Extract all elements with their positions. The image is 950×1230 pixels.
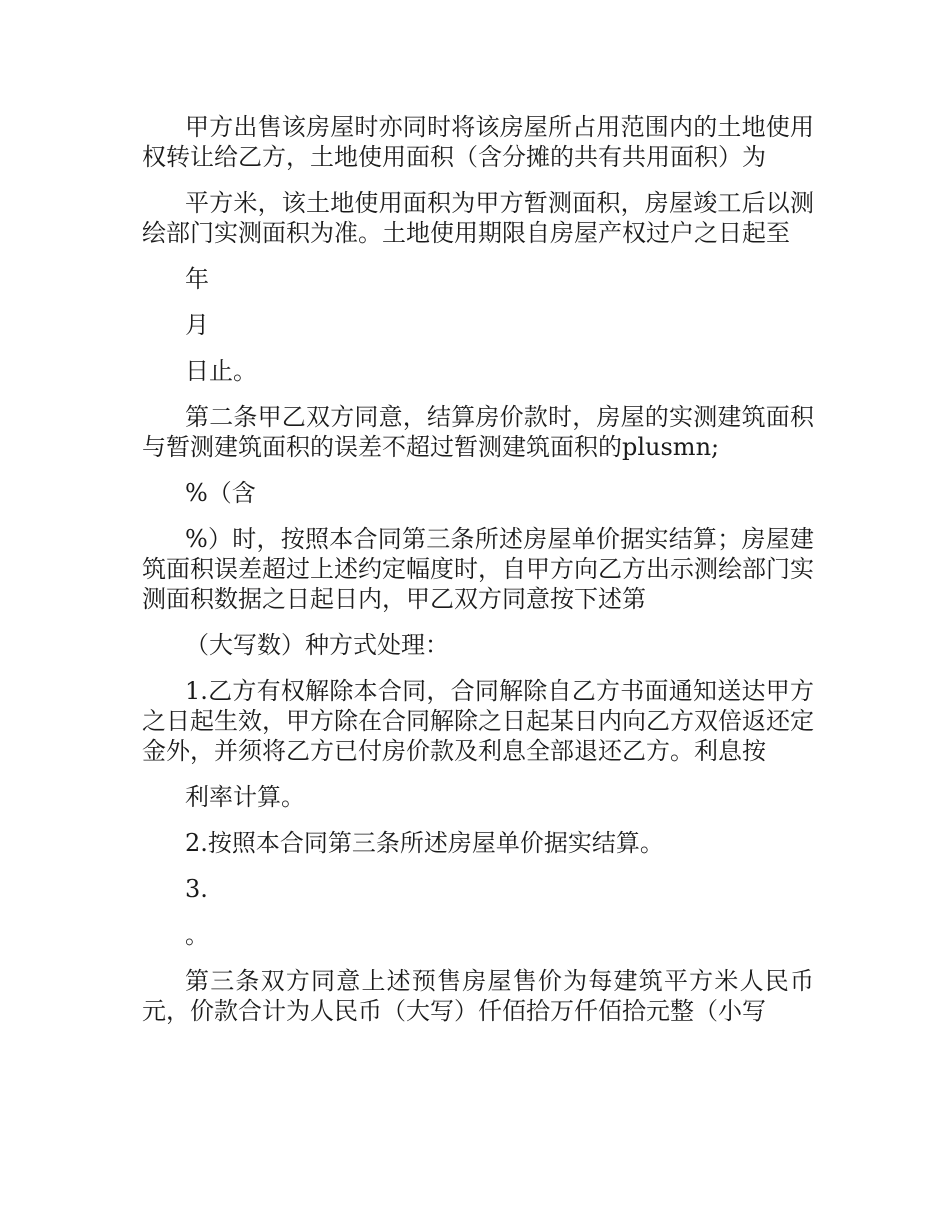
paragraph-option-1: 1.乙方有权解除本合同，合同解除自乙方书面通知送达甲方之日起生效，甲方除在合同解除之日起某日内向乙方双倍返还定金外，并须将乙方已付房价款及利息全部退还乙方。利息按 (142, 677, 814, 765)
paragraph-period: 。 (185, 921, 209, 949)
paragraph-day-end: 日止。 (185, 357, 257, 385)
paragraph-method-choice: （大写数）种方式处理： (185, 631, 449, 659)
paragraph-article-3: 第三条双方同意上述预售房屋售价为每建筑平方米人民币元，价款合计为人民币（大写）仟佰拾万仟佰拾元整（小写 (142, 967, 814, 1025)
paragraph-article-2: 第二条甲乙双方同意，结算房价款时，房屋的实测建筑面积与暂测建筑面积的误差不超过暂测建筑面积的plusmn; (142, 403, 814, 461)
paragraph-month: 月 (185, 311, 209, 339)
paragraph-settlement-terms: %）时，按照本合同第三条所述房屋单价据实结算；房屋建筑面积误差超过上述约定幅度时，自甲方向乙方出示测绘部门实测面积数据之日起日内，甲乙双方同意按下述第 (142, 525, 814, 613)
paragraph-interest-rate: 利率计算。 (185, 783, 305, 811)
paragraph-percent-inclusive: %（含 (185, 479, 256, 507)
paragraph-land-use-transfer: 甲方出售该房屋时亦同时将该房屋所占用范围内的土地使用权转让给乙方，土地使用面积（含分摊的共有共用面积）为 (142, 113, 814, 171)
paragraph-option-3: 3. (185, 875, 208, 903)
document-body (142, 112, 814, 1042)
paragraph-year: 年 (185, 265, 209, 293)
paragraph-option-2: 2.按照本合同第三条所述房屋单价据实结算。 (185, 829, 664, 857)
paragraph-land-area-term: 平方米，该土地使用面积为甲方暂测面积，房屋竣工后以测绘部门实测面积为准。土地使用期限自房屋产权过户之日起至 (142, 189, 814, 247)
